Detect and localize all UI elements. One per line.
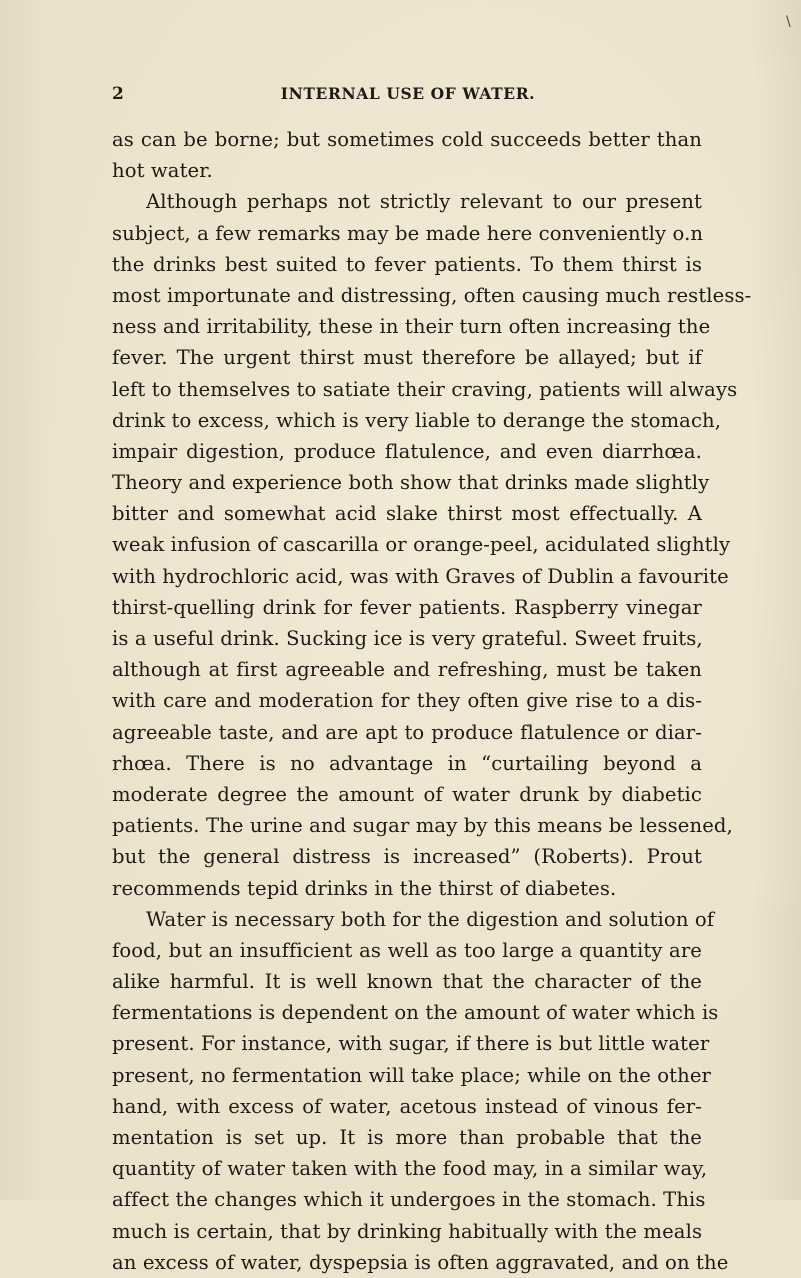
text-line: thirst-quelling drink for fever patients. Raspberry vinegar — [112, 595, 702, 619]
text-line: the drinks best suited to fever patients. To them thirst is — [112, 252, 702, 276]
text-line: weak infusion of cascarilla or orange-peel, acidulated slightly — [112, 533, 731, 557]
text-line: with hydrochloric acid, was with Graves of Dublin a favourite — [112, 564, 729, 588]
text-line: subject, a few remarks may be made here conveniently o.n — [112, 221, 704, 245]
text-line: mentation is set up. It is more than probable that the — [112, 1126, 702, 1149]
text-line: quantity of water taken with the food may, in a similar way, — [112, 1157, 708, 1181]
text-line: agreeable taste, and are apt to produce flatulence or diar- — [112, 720, 702, 744]
text-line: an excess of water, dyspepsia is often aggravated, and on the — [112, 1250, 729, 1274]
text-line: drink to excess, which is very liable to derange the stomach, — [112, 408, 722, 432]
text-line: although at first agreeable and refreshing, must be taken — [112, 658, 702, 682]
text-line: is a useful drink. Sucking ice is very grateful. Sweet fruits, — [112, 627, 703, 650]
text-line: most importunate and distressing, often causing much restless- — [112, 283, 752, 307]
text-line: affect the changes which it undergoes in the stomach. This — [112, 1188, 706, 1212]
text-line: hot water. — [112, 159, 213, 183]
text-line: Water is necessary both for the digestion and solution of — [146, 907, 715, 931]
text-line: with care and moderation for they often give rise to a dis- — [112, 689, 702, 713]
running-title: INTERNAL USE OF WATER. — [280, 84, 536, 103]
text-line: as can be borne; but sometimes cold succeeds better than — [112, 128, 702, 151]
text-line: but the general distress is increased” (Roberts). Prout — [112, 845, 702, 869]
text-line: much is certain, that by drinking habitually with the meals — [112, 1219, 703, 1243]
page-header — [112, 84, 704, 108]
text-line: recommends tepid drinks in the thirst of diabetes. — [112, 876, 617, 900]
text-line: ness and irritability, these in their turn often increasing the — [112, 315, 711, 339]
text-line: fever. The urgent thirst must therefore be allayed; but if — [112, 346, 702, 370]
text-line: rhœa. There is no advantage in “curtailing beyond a — [112, 751, 702, 775]
text-line: Although perhaps not strictly relevant to our present — [146, 190, 702, 214]
text-line: bitter and somewhat acid slake thirst most effectually. A — [112, 502, 702, 526]
margin-mark: \ — [786, 14, 791, 30]
text-line: moderate degree the amount of water drunk by diabetic — [112, 782, 702, 806]
text-line: food, but an insufficient as well as too large a quantity are — [112, 938, 702, 962]
text-line: alike harmful. It is well known that the character of the — [112, 970, 702, 994]
text-line: impair digestion, produce flatulence, and even diarrhœa. — [112, 439, 702, 463]
text-line: present, no fermentation will take place; while on the other — [112, 1063, 711, 1087]
text-line: fermentations is dependent on the amount of water which is — [112, 1001, 719, 1025]
text-line: present. For instance, with sugar, if there is but little water — [112, 1032, 710, 1056]
text-line: hand, with excess of water, acetous instead of vinous fer- — [112, 1094, 702, 1118]
text-line: left to themselves to satiate their craving, patients will always — [112, 377, 738, 401]
page-number: 2 — [112, 84, 124, 104]
text-line: Theory and experience both show that drinks made slightly — [112, 471, 710, 495]
text-line: patients. The urine and sugar may by this means be lessened, — [112, 814, 733, 838]
body-text — [112, 124, 752, 1278]
